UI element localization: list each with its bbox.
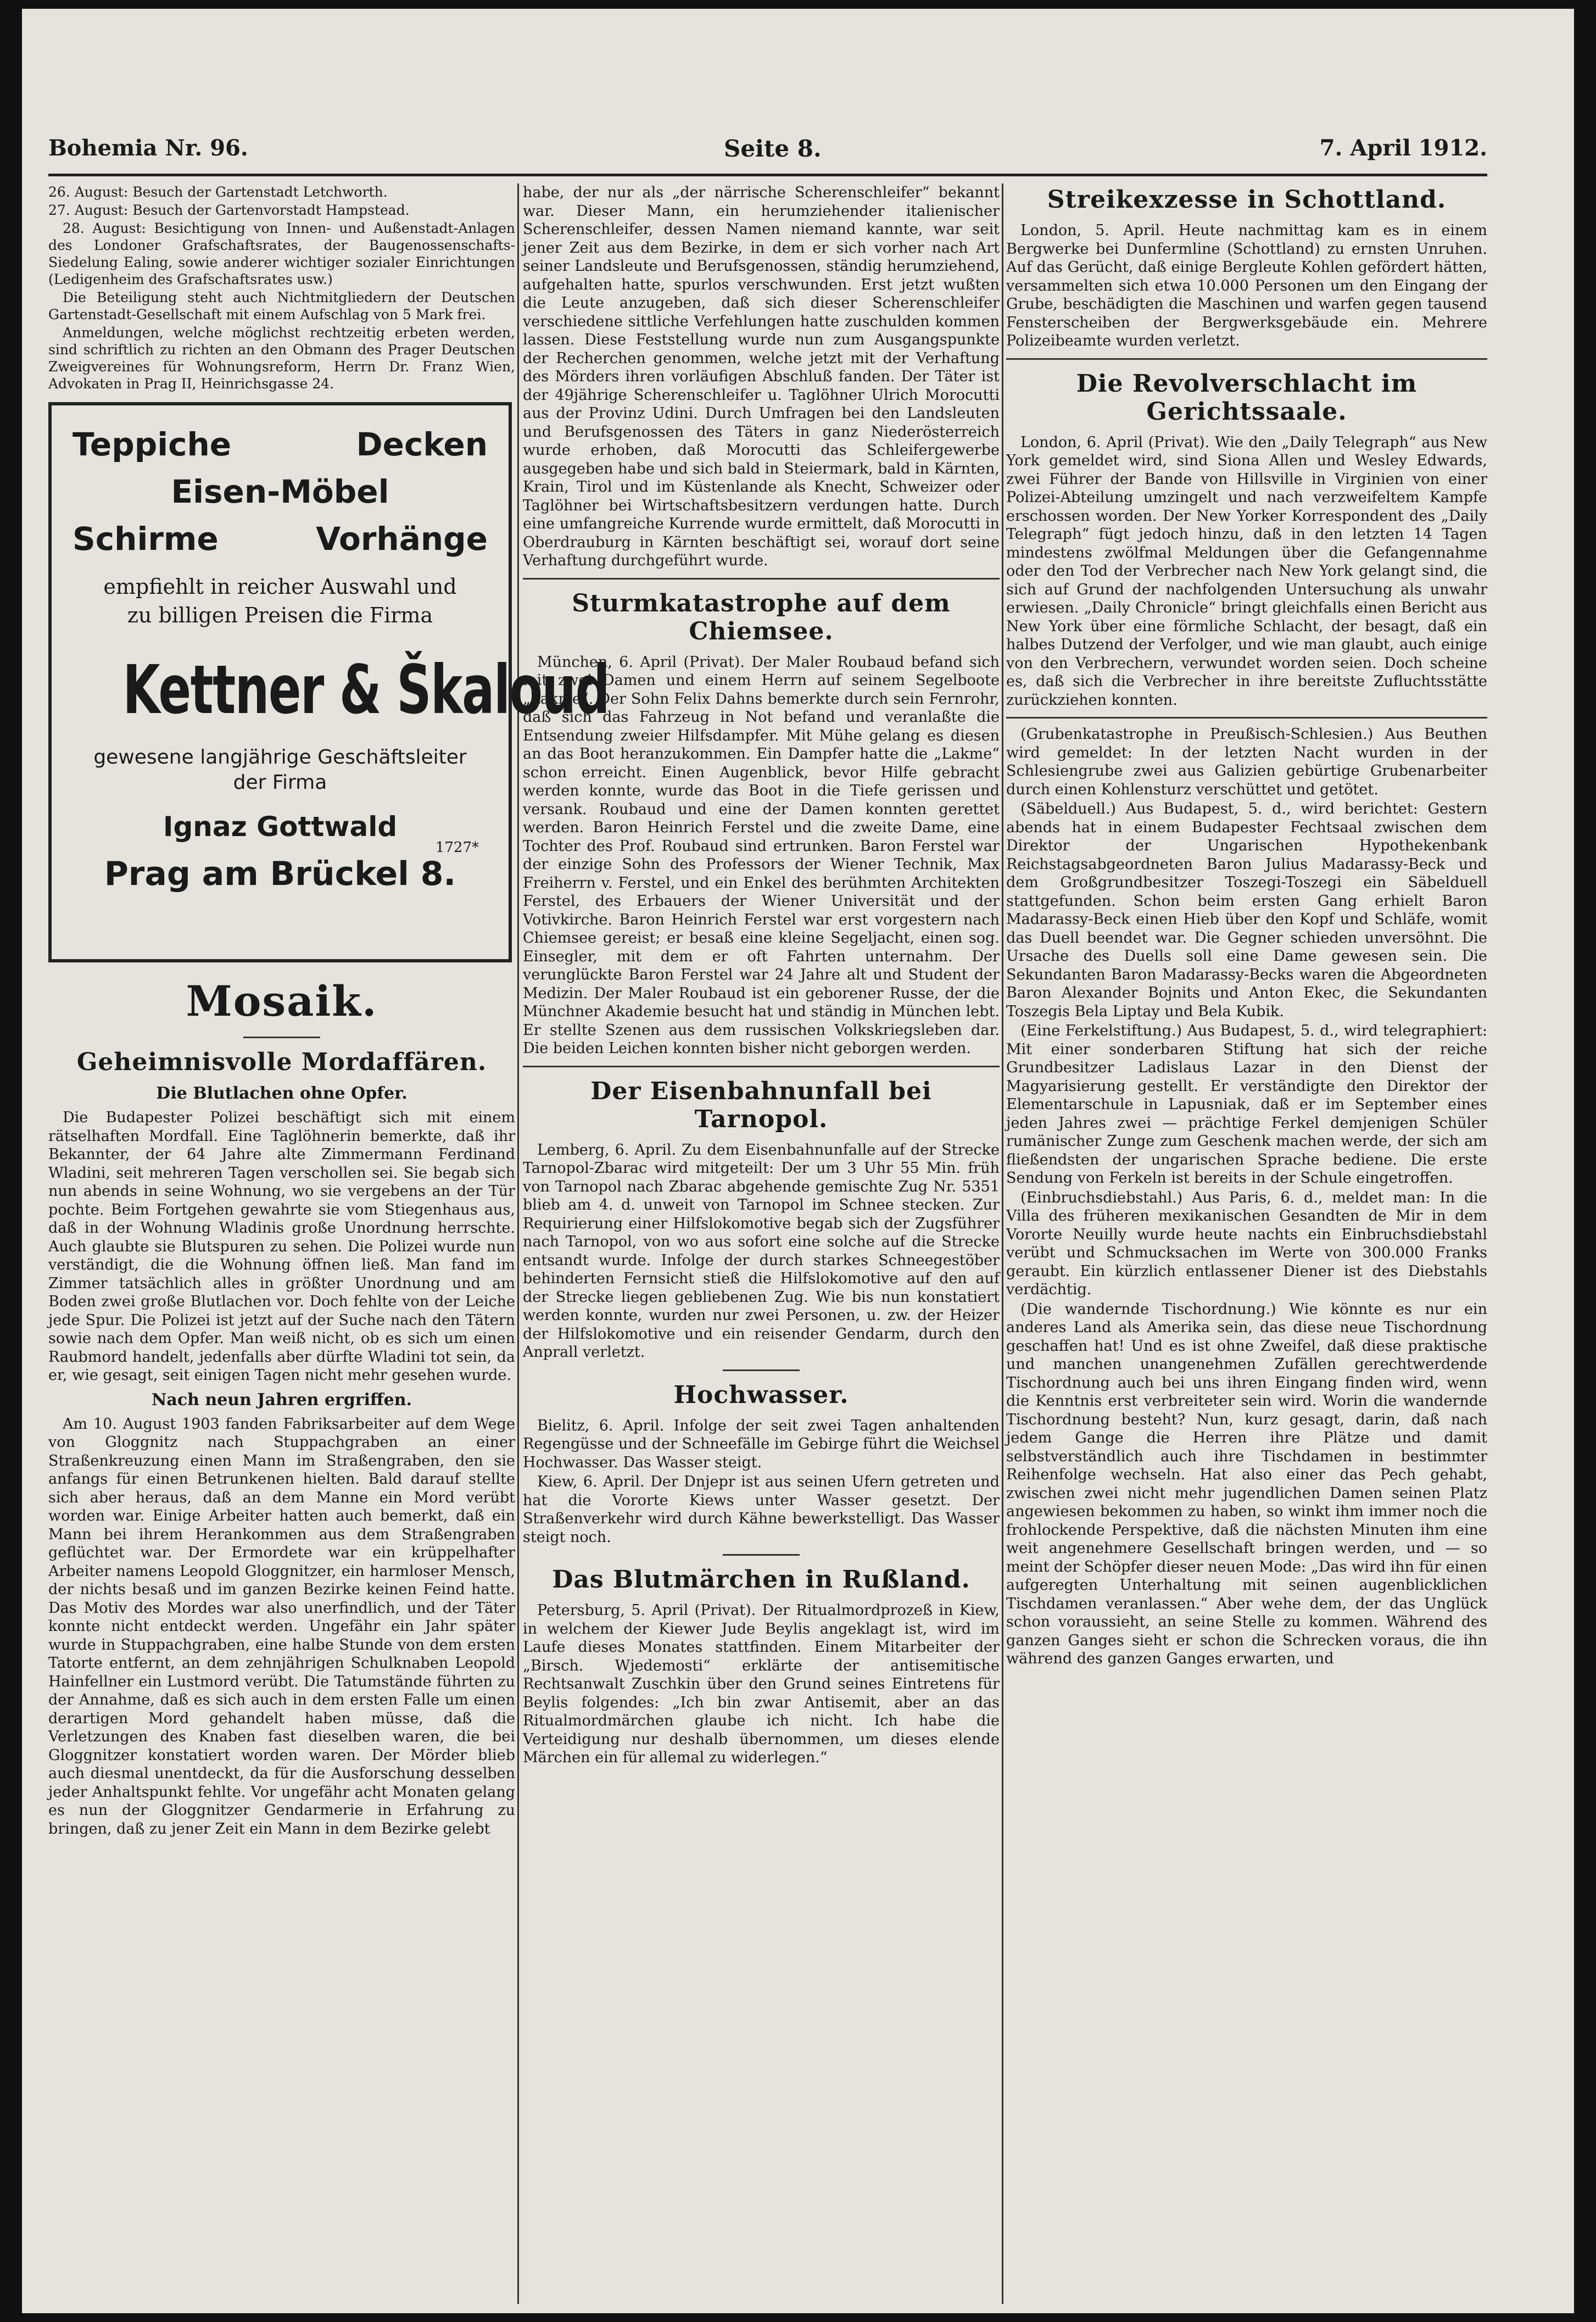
note-line: 27. August: Besuch der Gartenvorstadt Hampstead.	[48, 202, 410, 218]
article-paragraph: München, 6. April (Privat). Der Maler Roubaud befand sich mit zwei Damen und einem Herrn auf seinem Segelboote „Lakme“. Der Sohn Felix Dahns bemerkte durch sein Fernrohr, daß sich das Fahrzeug in Not befand und veranlaßte die Entsendung zweier Hilfsdampfer. Mit Mühe gelang es diesen an das Boot heranzukommen. Ein Dampfer hatte die „Lakme“ schon erreicht. Einen Augenblick, bevor Hilfe gebracht werden konnte, wurde das Boot in die Tiefe gerissen und versank. Roubaud und eine der Damen konnten gerettet werden. Baron Heinrich Ferstel und die zweite Dame, eine Tochter des Prof. Roubaud sind ertrunken. Baron Ferstel war der einzige Sohn des Professors der Wiener Technik, Max Freiherrn v. Ferstel, und ein Enkel des berühmten Architekten Ferstel, des Erbauers der Wiener Universität und der Votivkirche. Baron Heinrich Ferstel war erst vorgestern nach Chiemsee gereist; er besaß eine kleine Segeljacht, einen sog. Einsegler, mit dem er oft Fahrten unternahm. Der verunglückte Baron Ferstel war 24 Jahre alt und Student der Medizin. Der Maler Roubaud ist ein geborener Russe, der die Münchner Akademie besucht hat und ständig in München lebt. Er stellte Szenen aus dem russischen Volkskriegsleben dar. Die beiden Leichen konnten bisher nicht geborgen werden.	[523, 653, 1000, 1057]
news-item: (Eine Ferkelstiftung.) Aus Budapest, 5. d., wird telegraphiert: Mit einer sonderbaren Stiftung hat sich der reiche Grundbesitzer Ladislaus Lazar in den Dienst der Magyarisierung gestellt. Er verständigte den Direktor der Elementarschule in Lapusniak, daß er im September eines jeden Jahres zwei — prächtige Ferkel demjenigen Schüler rumänischer Zunge zum Geschenk machen werde, der sich am fließendsten der ungarischen Sprache bediene. Die erste Sendung von Ferkeln ist bereits in der Schule eingetroffen.	[1006, 1022, 1487, 1187]
note-paragraph: Anmeldungen, welche möglichst rechtzeitig erbeten werden, sind schriftlich zu richten an den Obmann des Prager Deutschen Zweigvereines für Wohnungsreform, Herrn Dr. Franz Wien, Advokaten in Prag II, Heinrichsgasse 24.	[48, 325, 515, 392]
article-heading: Der Eisenbahnunfall bei Tarnopol.	[590, 1077, 932, 1133]
ad-item: Vorhänge	[316, 520, 488, 558]
ad-brand: Kettner & Škaloud	[122, 651, 610, 729]
article-heading: Geheimnisvolle Mordaffären.	[76, 1048, 487, 1076]
article-paragraph: habe, der nur als „der närrische Scherenschleifer“ bekannt war. Dieser Mann, ein herumziehender italienischer Scherenschleifer, dessen Namen niemand kannte, war seit jener Zeit aus dem Bezirke, in dem er sich vorher nach Art seiner Landsleute und Berufsgenossen, ständig herumziehend, aufgehalten hatte, spurlos verschwunden. Erst jetzt wußten die Leute anzugeben, daß sich dieser Scherenschleifer verschiedene sittliche Verfehlungen hatte zuschulden kommen lassen. Diese Feststellung wurde nun zum Ausgangspunkte der Recherchen genommen, welche jetzt mit der Verhaftung des Mörders ihren vorläufigen Abschluß fanden. Der Täter ist der 49jährige Scherenschleifer u. Taglöhner Ulrich Morocutti aus der Provinz Udini. Durch Umfragen bei den Landsleuten und Berufsgenossen des Täters in ganz Niederösterreich wurde erhoben, daß Morocutti das Schleifergewerbe ausgegeben habe und sich bald in Steiermark, bald in Kärnten, Krain, Tirol und im Küstenlande als Knecht, Schweizer oder Taglöhner bei Wirtschaftsbesitzern verdungen hatte. Durch eine umfangreiche Kurrende wurde ermittelt, daß Morocutti in Oberdrauburg in Kärnten beschäftigt sei, worauf dort seine Verhaftung durchgeführt wurde.	[523, 184, 1000, 569]
ad-item: Decken	[356, 426, 488, 463]
news-item: (Grubenkatastrophe in Preußisch-Schlesien.) Aus Beuthen wird gemeldet: In der letzten Nacht wurden in der Schlesiengrube zwei aus Galizien gebürtige Grubenarbeiter durch einen Kohlensturz verschüttet und getötet.	[1006, 726, 1487, 798]
article-paragraph: London, 5. April. Heute nachmittag kam es in einem Bergwerke bei Dunfermline (Schottland) zu ernsten Unruhen. Auf das Gerücht, daß einige Bergleute Kohlen gefördert hätten, versammelten sich etwa 10.000 Personen um den Eingang der Grube, beschädigten die Maschinen und warfen gegen tausend Fensterscheiben der Bergwerksgebäude ein. Mehrere Polizeibeamte wurden verletzt.	[1006, 222, 1487, 349]
ad-row	[62, 468, 499, 515]
article-heading: Die Revolverschlacht im Gerichtssaale.	[1076, 369, 1418, 426]
note-line: 26. August: Besuch der Gartenstadt Letchworth.	[48, 184, 388, 200]
masthead-issue: Bohemia Nr. 96.	[48, 135, 248, 161]
issue-date: 7. April 1912.	[1319, 135, 1487, 161]
ad-text: empfiehlt in reicher Auswahl und	[103, 575, 457, 599]
ad-code: 1727*	[435, 839, 479, 856]
column-rule-1	[517, 183, 519, 2304]
article-subheading: Die Blutlachen ohne Opfer.	[156, 1084, 408, 1103]
article-subheading: Nach neun Jahren ergriffen.	[152, 1390, 412, 1410]
note-paragraph: 28. August: Besichtigung von Innen- und Außenstadt-Anlagen des Londoner Grafschaftsrates, der Baugenossenschafts-Siedelung Ealing, sowie anderer wichtiger sozialer Einrichtungen (Ledigenheim des Grafschaftsrates usw.)	[48, 220, 515, 287]
news-item: (Die wandernde Tischordnung.) Wie könnte es nur ein anderes Land als Amerika sein, das diese neue Tischordnung geschaffen hat! Und es ist ohne Zweifel, daß diese praktische und manchen unangenehmen Zufällen gerechtwerdende Tischordnung auch bei uns ihren Eingang finden wird, wenn die Kenntnis erst verbreiteter sein wird. Worin die wandernde Tischordnung besteht? Nun, kurz gesagt, darin, daß nach jedem Gange die Herren ihre Plätze und damit selbstverständlich auch ihre Tischdamen in bestimmter Reihenfolge wechseln. Hat also einer das Pech gehabt, zwischen zwei nicht mehr jugendlichen Damen seinen Platz angewiesen bekommen zu haben, so winkt ihm immer noch die frohlockende Perspektive, daß die nächsten Minuten ihm eine weit angenehmere Gesellschaft bringen werden, und — so meint der Schöpfer dieser neuen Mode: „Das wird ihn für einen aufgeregten Unterhaltung mit seinen augenblicklichen Tischdamen veranlassen.“ Aber wehe dem, der das Unglück schon voraussieht, an seine Stelle zu kommen. Während des ganzen Ganges sieht er schon die Schrecken voraus, die ihn während des ganzen Ganges erwarten, und	[1006, 1300, 1487, 1667]
article-heading: Sturmkatastrophe auf dem Chiemsee.	[572, 589, 951, 645]
newspaper-page	[22, 9, 1574, 2313]
article-paragraph: Petersburg, 5. April (Privat). Der Ritualmordprozeß in Kiew, in welchem der Kiewer Jude Beylis angeklagt ist, wird im Laufe dieses Monates stattfinden. Einem Mitarbeiter der „Birsch. Wjedemosti“ erklärte der antisemitische Rechtsanwalt Zuschkin über den Grund seines Eintretens für Beylis folgendes: „Ich bin zwar Antisemit, aber an das Ritualmordmärchen glaube ich nicht. Ich habe die Verteidigung nur deshalb übernommen, um dieses elende Märchen ein für allemal zu widerlegen.“	[523, 1602, 1000, 1766]
note-paragraph: Die Beteiligung steht auch Nichtmitgliedern der Deutschen Gartenstadt-Gesellschaft mit einem Aufschlag von 5 Mark frei.	[48, 289, 515, 322]
divider	[523, 578, 1000, 580]
divider	[1006, 358, 1487, 360]
ad-text: gewesene langjährige Geschäftsleiter	[93, 746, 467, 769]
divider	[523, 1066, 1000, 1067]
ad-row	[62, 421, 499, 468]
article-paragraph: Bielitz, 6. April. Infolge der seit zwei Tagen anhaltenden Regengüsse und der Schneefälle im Gebirge führt die Weichsel Hochwasser. Das Wasser steigt.	[523, 1417, 1000, 1471]
ad-item: Eisen-Möbel	[171, 473, 389, 510]
news-item: (Einbruchsdiebstahl.) Aus Paris, 6. d., meldet man: In die Villa des früheren mexikanischen Gesandten de Mir in dem Vororte Neuilly wurde heute nachts ein Einbruchsdiebstahl verübt und Schmucksachen im Werte von 300.000 Franks geraubt. Ein kürzlich entlassener Diener ist des Diebstahls verdächtig.	[1006, 1189, 1487, 1298]
advertisement	[48, 402, 610, 962]
article-heading: Hochwasser.	[673, 1380, 849, 1409]
column-2	[523, 183, 1000, 2304]
article-paragraph: Die Budapester Polizei beschäftigt sich mit einem rätselhaften Mordfall. Eine Taglöhnerin bemerkte, daß ihr Bekannter, der 64 Jahre alte Zimmermann Ferdinand Wladini, seit mehreren Tagen verschollen sei. Sie begab sich nun abends in seine Wohnung, wo sie vergebens an der Tür pochte. Beim Fortgehen gewahrte sie vom Stiegenhaus aus, daß in der Wohnung Wladinis große Unordnung herrschte. Auch glaubte sie Blutspuren zu sehen. Die Polizei wurde nun verständigt, die die Wohnung öffnen ließ. Man fand im Zimmer tatsächlich alles in größter Unordnung und am Boden zwei große Blutlachen vor. Doch fehlte von der Leiche jede Spur. Die Polizei ist jetzt auf der Suche nach den Tätern sowie nach dem Opfer. Man weiß nicht, ob es sich um einen Raubmord handelt, jedenfalls aber dürfte Wladini tot sein, da er, wie gesagt, seit einigen Tagen nicht mehr gesehen wurde.	[48, 1109, 515, 1384]
news-item: (Säbelduell.) Aus Budapest, 5. d., wird berichtet: Gestern abends hat in einem Budapester Fechtsaal zwischen dem Direktor der Ungarischen Hypothekenbank Reichstagsabgeordneten Baron Julius Madarassy-Beck und dem Großgrundbesitzer Toszegi-Toszegi ein Säbelduell stattgefunden. Schon beim ersten Gang erhielt Baron Madarassy-Beck einen Hieb über den Kopf und Schläfe, womit das Duell beendet war. Die Gegner schieden unversöhnt. Die Ursache des Duells soll eine Dame gewesen sein. Die Sekundanten Baron Madarassy-Becks waren die Abgeordneten Baron Alexander Bojnits und Anton Ekec, die Sekundanten Toszegis Bela Liptay und Bela Kubik.	[1006, 800, 1487, 1020]
ad-text: der Firma	[233, 771, 327, 794]
article-paragraph: Am 10. August 1903 fanden Fabriksarbeiter auf dem Wege von Gloggnitz nach Stuppachgraben an einer Straßenkreuzung einen Mann im Straßengraben, den sie anfangs für einen Betrunkenen hielten. Bald darauf stellte sich aber heraus, daß an dem Manne ein Mord verübt worden war. Einige Arbeiter hatten auch bemerkt, daß ein Mann bei ihrem Herankommen aus dem Straßengraben geflüchtet war. Der Ermordete war ein krüppelhafter Arbeiter namens Leopold Gloggnitzer, ein harmloser Mensch, der nichts besaß und im ganzen Bezirke keinen Feind hatte. Das Motiv des Mordes war also unerfindlich, und der Täter konnte nicht entdeckt werden. Ungefähr ein Jahr später wurde in Stuppachgraben, eine halbe Stunde von dem ersten Tatorte entfernt, an dem zehnjährigen Schulknaben Leopold Hainfellner ein Lustmord verübt. Die Tatumstände führten zu der Annahme, daß es sich auch in dem ersten Falle um einen derartigen Mord gehandelt haben müsse, daß die Verletzungen des Knaben fast dieselben waren, die bei Gloggnitzer konstatiert worden waren. Der Mörder blieb auch diesmal unentdeckt, da für die Ausforschung desselben jeder Anhaltspunkt fehlte. Vor ungefähr acht Monaten gelang es nun der Gloggnitzer Gendarmerie in Erfahrung zu bringen, daß zu jener Zeit ein Mann in dem Bezirke gelebt	[48, 1415, 515, 1837]
divider	[723, 1369, 800, 1371]
page-number: Seite 8.	[724, 135, 822, 162]
ad-address: Prag am Brückel 8.	[104, 855, 456, 893]
column-3	[1006, 183, 1487, 2304]
section-title: Mosaik.	[186, 977, 378, 1026]
article-paragraph: Lemberg, 6. April. Zu dem Eisenbahnunfalle auf der Strecke Tarnopol-Zbarac wird mitgeteilt: Der um 3 Uhr 55 Min. früh von Tarnopol nach Zbarac abgehende gemischte Zug Nr. 5351 blieb am 4. d. unweit von Tarnopol im Schnee stecken. Zur Requirierung einer Hilfslokomotive begab sich der Zugsführer nach Tarnopol, von wo aus sofort eine solche auf die Strecke entsandt wurde. Infolge der durch starkes Schneegestöber behinderten Fernsicht stieß die Hilfslokomotive auf den auf der Strecke liegen gebliebenen Zug. Wie bis nun konstatiert werden konnte, wurden nur zwei Personen, u. zw. der Heizer der Hilfslokomotive und ein reisender Gendarm, durch den Anprall verletzt.	[523, 1141, 1000, 1361]
ad-row	[62, 515, 499, 563]
article-paragraph: Kiew, 6. April. Der Dnjepr ist aus seinen Ufern getreten und hat die Vororte Kiews unter Wasser gesetzt. Der Straßenverkehr wird durch Kähne bewerkstelligt. Das Wasser steigt noch.	[523, 1473, 1000, 1546]
ad-text: zu billigen Preisen die Firma	[127, 603, 433, 627]
ad-item: Schirme	[72, 520, 219, 558]
ad-proprietor: Ignaz Gottwald	[163, 811, 398, 843]
article-heading: Streikexzesse in Schottland.	[1047, 186, 1447, 214]
divider	[1006, 717, 1487, 719]
header-rule	[48, 174, 1487, 176]
article-paragraph: London, 6. April (Privat). Wie den „Daily Telegraph“ aus New York gemeldet wird, sind Siona Allen und Wesley Edwards, zwei Führer der Bande von Hillsville in Virginien von einer Polizei-Abteilung umzingelt und nach verzweifeltem Kampfe erschossen worden. Der New Yorker Korrespondent des „Daily Telegraph“ fügt jedoch hinzu, daß in den letzten 14 Tagen mindestens zwölfmal Meldungen über die Gefangennahme oder den Tod der Verbrecher nach New York gelangt sind, die sich auf Grund der nachfolgenden Untersuchung als unwahr erwiesen. „Daily Chronicle“ bringt gleichfalls einen Bericht aus New York über eine förmliche Schlacht, der besagt, daß ein halbes Dutzend der Verfolger, und wie man glaubt, auch einige von den Verbrechern, verwundet worden seien. Doch scheine es, daß sich die Verbrecher in ihre bereitste Zufluchtsstätte zurückziehen konnten.	[1006, 433, 1487, 709]
column-1	[48, 183, 610, 2304]
ad-item: Teppiche	[72, 426, 232, 463]
article-heading: Das Blutmärchen in Rußland.	[552, 1566, 970, 1594]
divider	[243, 1037, 320, 1038]
page-header	[48, 124, 1487, 174]
divider	[723, 1554, 800, 1556]
column-rule-2	[1002, 183, 1003, 2304]
